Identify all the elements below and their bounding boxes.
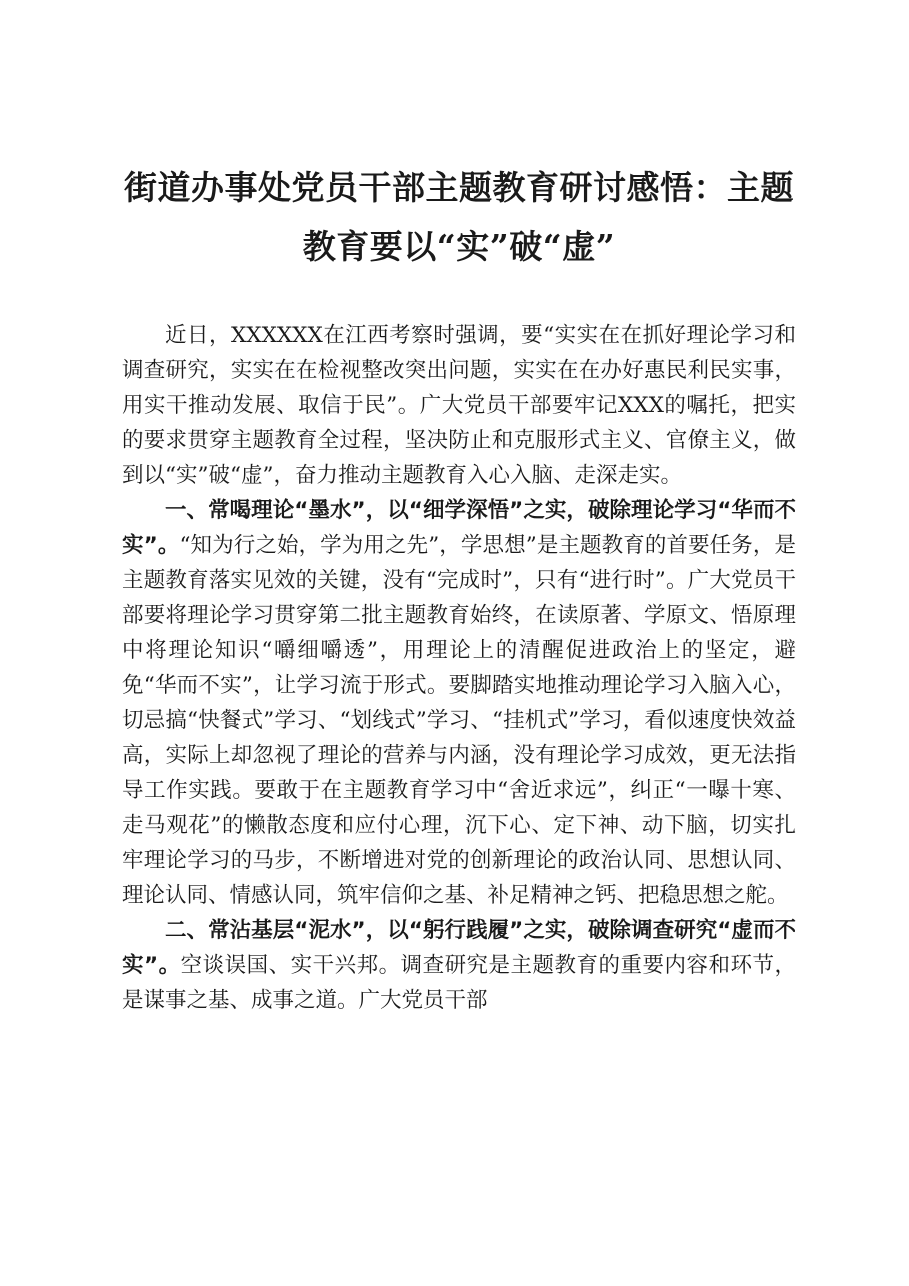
- section-heading-1: 一、常喝理论“墨水”，以“细学深悟”之实，破除理论学习“华而不实”。: [122, 498, 796, 558]
- document-page: [122, 0, 796, 1286]
- section-body-1: “知为行之始，学为用之先”，学思想”是主题教育的首要任务，是主题教育落实见效的关键，没有“完成时”，只有“进行时”。广大党员干部要将理论学习贯穿第二批主题教育始终，在读原著、学原文、悟原理中将理论知识“嚼细嚼透”，用理论上的清醒促进政治上的坚定，避免“华而不实”，让学习流于形式。要脚踏实地推动理论学习入脑入心，切忌搞“快餐式”学习、“划线式”学习、“挂机式”学习，看似速度快效益高，实际上却忽视了理论的营养与内涵，没有理论学习成效，更无法指导工作实践。要敢于在主题教育学习中“舍近求远”，纠正“一曝十寒、走马观花”的懒散态度和应付心理，沉下心、定下神、动下脑，切实扎牢理论学习的马步，不断增进对党的创新理论的政治认同、思想认同、理论认同、情感认同，筑牢信仰之基、补足精神之钙、把稳思想之舵。: [122, 533, 796, 908]
- section-paragraph-1: [122, 493, 796, 913]
- section-body-2: 空谈误国、实干兴邦。调查研究是主题教育的重要内容和环节，是谋事之基、成事之道。广大党员干部: [122, 953, 796, 1013]
- document-title: [122, 158, 796, 276]
- title-line-1: 街道办事处党员干部主题教育研讨感悟：主题: [124, 168, 794, 207]
- intro-paragraph: 近日，XXXXXX在江西考察时强调，要“实实在在抓好理论学习和调查研究，实实在在检视整改突出问题，实实在在办好惠民利民实事，用实干推动发展、取信于民”。广大党员干部要牢记XXX的嘱托，把实的要求贯穿主题教育全过程，坚决防止和克服形式主义、官僚主义，做到以“实”破“虚”，奋力推动主题教育入心入脑、走深走实。: [122, 323, 796, 488]
- title-line-2: 教育要以“实”破“虚”: [302, 227, 616, 266]
- document-body: [122, 318, 796, 1018]
- section-paragraph-2: [122, 913, 796, 1018]
- section-heading-2: 二、常沾基层“泥水”，以“躬行践履”之实，破除调查研究“虚而不实”。: [122, 918, 796, 978]
